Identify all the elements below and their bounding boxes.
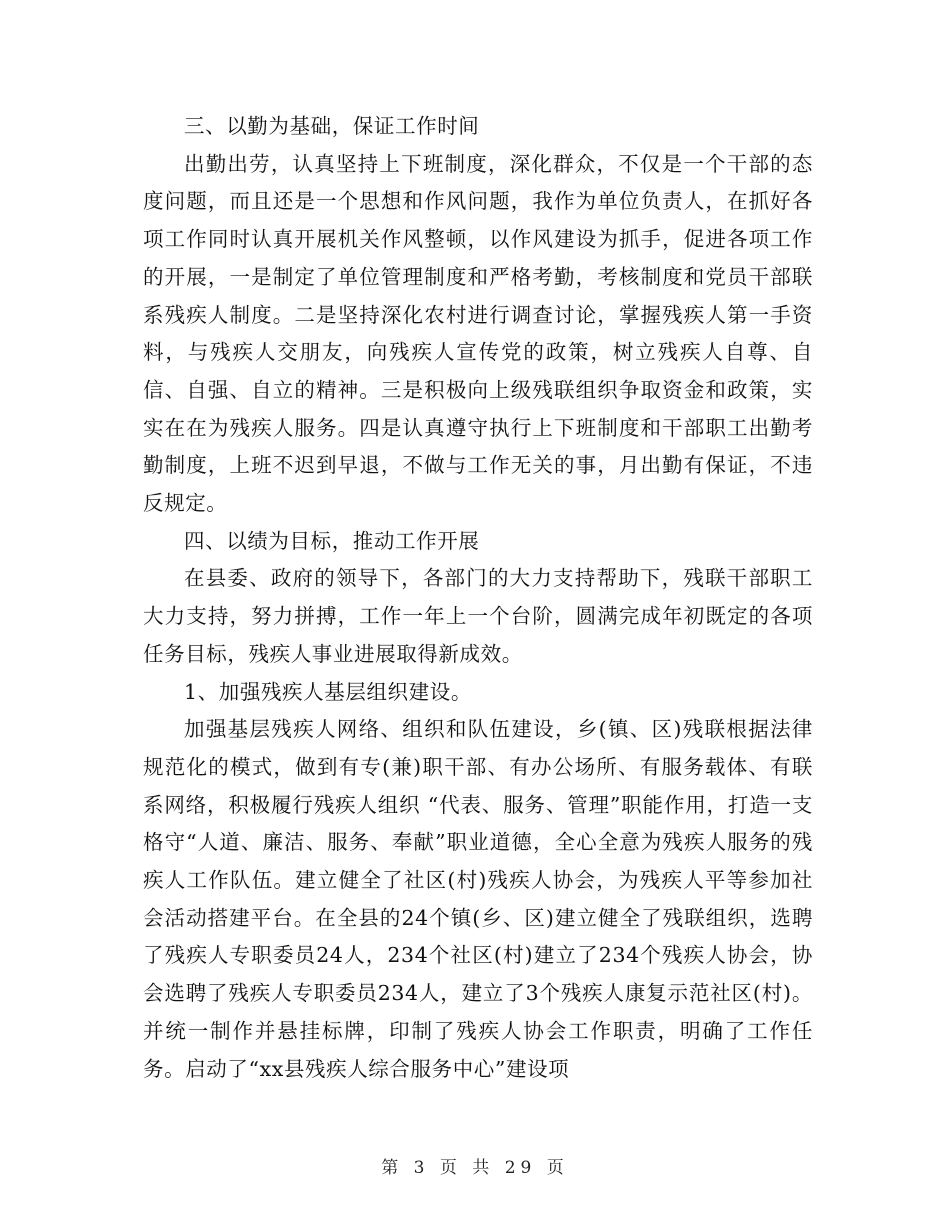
document-body [143,108,813,1088]
paragraph: 出勤出劳，认真坚持上下班制度，深化群众，不仅是一个干部的态度问题，而且还是一个思想和作风问题，我作为单位负责人，在抓好各项工作同时认真开展机关作风整顿，以作风建设为抓手，促进各项工作的开展，一是制定了单位管理制度和严格考勤，考核制度和党员干部联系残疾人制度。二是坚持深化农村进行调查讨论，掌握残疾人第一手资料，与残疾人交朋友，向残疾人宣传党的政策，树立残疾人自尊、自信、自强、自立的精神。三是积极向上级残联组织争取资金和政策，实实在在为残疾人服务。四是认真遵守执行上下班制度和干部职工出勤考勤制度，上班不迟到早退，不做与工作无关的事，月出勤有保证，不违反规定。 [143,151,813,516]
paragraph: 加强基层残疾人网络、组织和队伍建设，乡(镇、区)残联根据法律规范化的模式，做到有专(兼)职干部、有办公场所、有服务载体、有联系网络，积极履行残疾人组织 “代表、服务、管理”职能作用，打造一支格守“人道、廉洁、服务、奉献”职业道德，全心全意为残疾人服务的残疾人工作队伍。建立健全了社区(村)残疾人协会，为残疾人平等参加社会活动搭建平台。在全县的24个镇(乡、区)建立健全了残联组织，选聘了残疾人专职委员24人，234个社区(村)建立了234个残疾人协会，协会选聘了残疾人专职委员234人，建立了3个残疾人康复示范社区(村)。并统一制作并悬挂标牌，印制了残疾人协会工作职责，明确了工作任务。启动了“xx县残疾人综合服务中心”建设项 [143,717,813,1081]
section-heading-4: 四、以绩为目标，推动工作开展 [184,528,480,553]
subsection-heading-1: 1、加强残疾人基层组织建设。 [184,679,472,704]
section-heading-3: 三、以勤为基础，保证工作时间 [184,114,480,138]
paragraph: 在县委、政府的领导下，各部门的大力支持帮助下，残联干部职工大力支持，努力拼搏，工作一年上一个台阶，圆满完成年初既定的各项任务目标，残疾人事业进展取得新成效。 [143,566,813,666]
page-number-footer: 第 3 页 共 29 页 [381,1158,569,1178]
